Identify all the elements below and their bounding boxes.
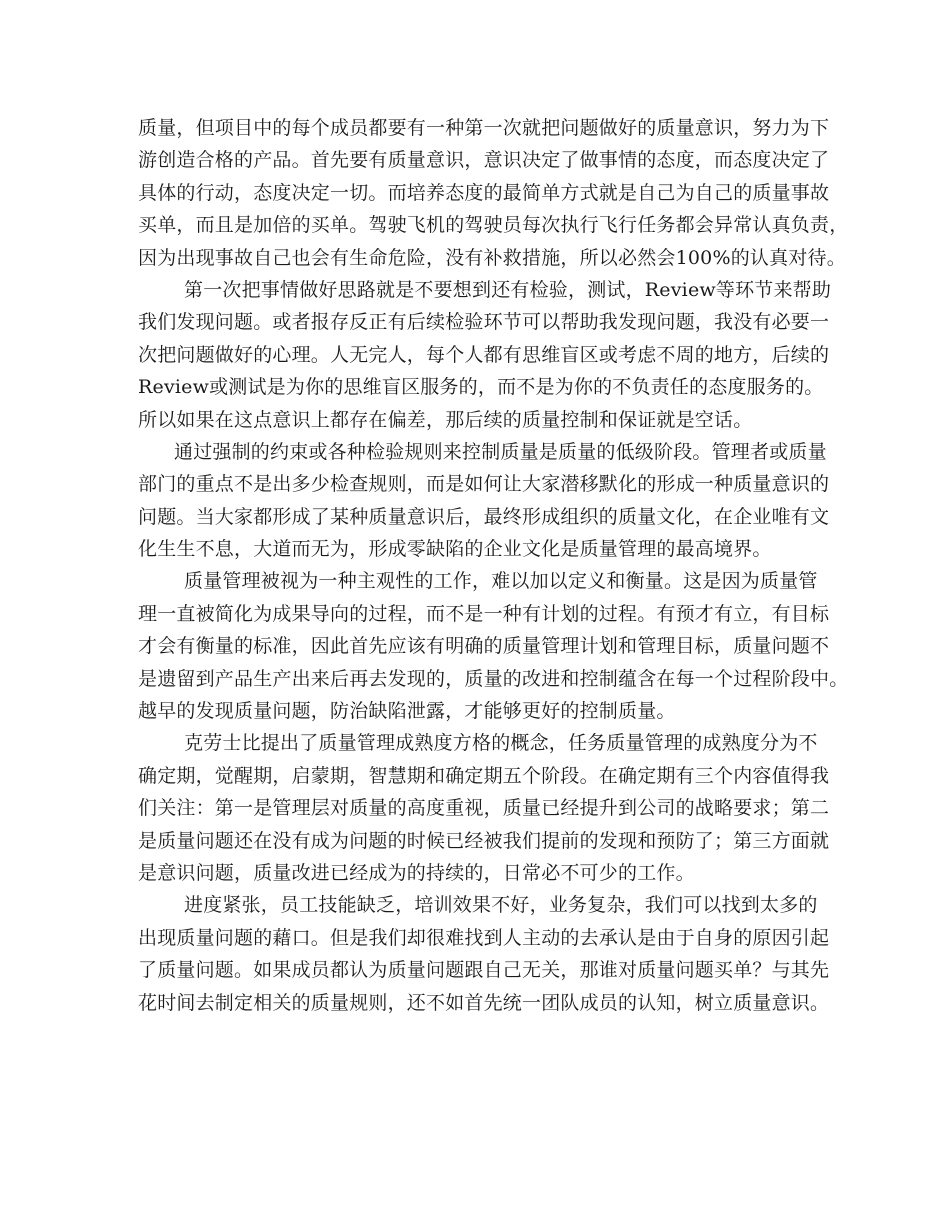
text-line: 质量管理被视为一种主观性的工作，难以加以定义和衡量。这是因为质量管 bbox=[184, 570, 818, 593]
text-line: 确定期，觉醒期，启蒙期，智慧期和确定期五个阶段。在确定期有三个内容值得我 bbox=[138, 764, 830, 787]
text-line: 才会有衡量的标准，因此首先应该有明确的质量管理计划和管理目标，质量问题不 bbox=[138, 635, 830, 658]
paragraph bbox=[138, 565, 849, 727]
text-line: 进度紧张，员工技能缺乏，培训效果不好，业务复杂，我们可以找到太多的 bbox=[184, 894, 818, 917]
text-line: 化生生不息，大道而无为，形成零缺陷的企业文化是质量管理的最高境界。 bbox=[138, 538, 772, 561]
text-line: 克劳士比提出了质量管理成熟度方格的概念，任务质量管理的成熟度分为不 bbox=[184, 732, 818, 755]
paragraph bbox=[138, 727, 830, 889]
text-line: 是遗留到产品生产出来后再去发现的，质量的改进和控制蕴含在每一个过程阶段中。 bbox=[138, 667, 849, 690]
text-line: 买单，而且是加倍的买单。驾驶飞机的驾驶员每次执行飞行任务都会异常认真负责， bbox=[138, 214, 849, 237]
text-line: Review或测试是为你的思维盲区服务的，而不是为你的不负责任的态度服务的。 bbox=[138, 376, 824, 399]
text-line: 第一次把事情做好思路就是不要想到还有检验，测试，Review等环节来帮助 bbox=[184, 278, 832, 301]
text-line: 越早的发现质量问题，防治缺陷泄露，才能够更好的控制质量。 bbox=[138, 700, 676, 723]
document-body bbox=[138, 112, 849, 1019]
text-line: 通过强制的约束或各种检验规则来控制质量是质量的低级阶段。管理者或质量 bbox=[174, 440, 827, 463]
text-line: 次把问题做好的心理。人无完人，每个人都有思维盲区或考虑不周的地方，后续的 bbox=[138, 343, 830, 366]
text-line: 因为出现事故自己也会有生命危险，没有补救措施，所以必然会100%的认真对待。 bbox=[138, 246, 846, 269]
text-line: 们关注：第一是管理层对质量的高度重视，质量已经提升到公司的战略要求；第二 bbox=[138, 797, 830, 820]
text-line: 具体的行动，态度决定一切。而培养态度的最简单方式就是自己为自己的质量事故 bbox=[138, 181, 830, 204]
paragraph bbox=[138, 889, 830, 1019]
text-line: 所以如果在这点意识上都存在偏差，那后续的质量控制和保证就是空话。 bbox=[138, 408, 753, 431]
paragraph bbox=[138, 112, 849, 274]
text-line: 了质量问题。如果成员都认为质量问题跟自己无关，那谁对质量问题买单？与其先 bbox=[138, 959, 830, 982]
text-line: 出现质量问题的藉口。但是我们却很难找到人主动的去承认是由于自身的原因引起 bbox=[138, 926, 830, 949]
text-line: 部门的重点不是出多少检查规则，而是如何让大家潜移默化的形成一种质量意识的 bbox=[138, 473, 830, 496]
text-line: 是意识问题，质量改进已经成为的持续的，日常必不可少的工作。 bbox=[138, 861, 695, 884]
text-line: 问题。当大家都形成了某种质量意识后，最终形成组织的质量文化，在企业唯有文 bbox=[138, 505, 830, 528]
paragraph bbox=[138, 274, 832, 436]
text-line: 游创造合格的产品。首先要有质量意识，意识决定了做事情的态度，而态度决定了 bbox=[138, 149, 830, 172]
text-line: 理一直被简化为成果导向的过程，而不是一种有计划的过程。有预才有立，有目标 bbox=[138, 602, 830, 625]
text-line: 质量，但项目中的每个成员都要有一种第一次就把问题做好的质量意识，努力为下 bbox=[138, 117, 830, 139]
text-line: 我们发现问题。或者报存反正有后续检验环节可以帮助我发现问题，我没有必要一 bbox=[138, 311, 830, 334]
text-line: 是质量问题还在没有成为问题的时候已经被我们提前的发现和预防了；第三方面就 bbox=[138, 829, 830, 852]
text-line: 花时间去制定相关的质量规则，还不如首先统一团队成员的认知，树立质量意识。 bbox=[138, 991, 830, 1014]
paragraph bbox=[138, 436, 830, 566]
